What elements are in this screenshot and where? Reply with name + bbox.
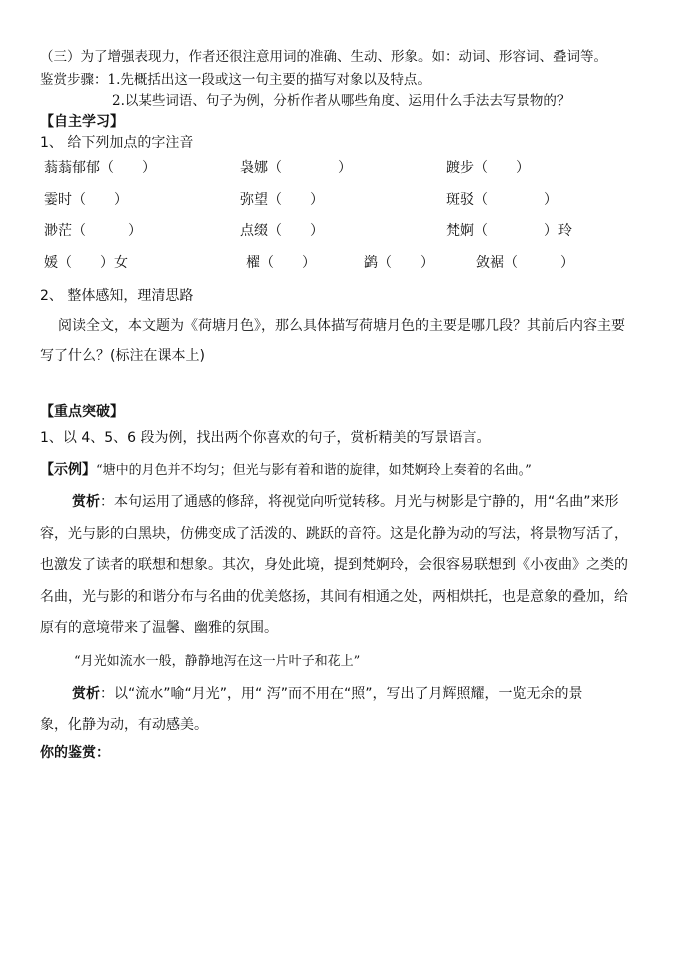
example-label: 【示例】 [40, 462, 96, 478]
analysis2-label: 赏析 [72, 686, 100, 702]
example-quote: “塘中的月色并不均匀；但光与影有着和谐的旋律，如梵婀玲上奏着的名曲。” [96, 463, 532, 478]
pinyin-item: 点缀（ ） [240, 223, 324, 239]
question-2-body-1: 阅读全文，本文题为《荷塘月色》，那么具体描写荷塘月色的主要是哪几段？其前后内容主要 [58, 318, 625, 334]
breakthrough-heading: 【重点突破】 [40, 404, 124, 420]
analysis-line-3: 也激发了读者的联想和想象。其次，身处此境，提到梵婀玲，会很容易联想到《小夜曲》之类的 [40, 557, 628, 573]
pinyin-item: 弥望（ ） [240, 192, 324, 208]
analysis2-line-2: 象，化静为动，有动感美。 [40, 717, 208, 733]
pinyin-item: 媛（ ）女 [44, 255, 128, 271]
quote-2: “月光如流水一般，静静地泻在这一片叶子和花上” [74, 654, 361, 669]
intro-line-2: 鉴赏步骤：1.先概括出这一段或这一句主要的描写对象以及特点。 [40, 72, 431, 88]
analysis-line-4: 名曲，光与影的和谐分布与名曲的优美悠扬，其间有相通之处，两相烘托，也是意象的叠加，给 [40, 589, 628, 605]
your-appreciation-label: 你的鉴赏： [40, 745, 110, 761]
analysis-line-5: 原有的意境带来了温馨、幽雅的氛围。 [40, 620, 278, 636]
intro-line-3: 2.以某些词语、句子为例，分析作者从哪些角度、运用什么手法去写景物的？ [112, 93, 571, 109]
pinyin-item: 蓊蓊郁郁（ ） [44, 160, 156, 176]
self-study-question-1: 1、 给下列加点的字注音 [40, 135, 194, 151]
breakthrough-question-1: 1、以 4、5、6 段为例，找出两个你喜欢的句子，赏析精美的写景语言。 [40, 430, 491, 446]
question-2-body-2: 写了什么？(标注在课本上) [40, 348, 205, 364]
pinyin-item: 敛裾（ ） [476, 255, 574, 271]
analysis-text: ：本句运用了通感的修辞，将视觉向听觉转移。月光与树影是宁静的，用“名曲”来形 [100, 494, 619, 510]
pinyin-item: 渺茫（ ） [44, 223, 142, 239]
pinyin-item: 袅娜（ ） [240, 160, 352, 176]
pinyin-item: 梵婀（ ）玲 [446, 223, 572, 239]
analysis-line-1 [72, 492, 619, 512]
analysis2-line-1 [72, 684, 582, 704]
pinyin-item: 踱步（ ） [446, 160, 530, 176]
analysis-line-2: 容，光与影的白黑块，仿佛变成了活泼的、跳跃的音符。这是化静为动的写法，将景物写活了， [40, 526, 628, 542]
analysis2-text: ：以“流水”喻“月光”，用“ 泻”而不用在“照”，写出了月辉照耀，一览无余的景 [100, 686, 583, 702]
pinyin-item: 櫂（ ） [246, 255, 316, 271]
self-study-heading: 【自主学习】 [40, 114, 124, 130]
pinyin-item: 斑驳（ ） [446, 192, 558, 208]
example-line [40, 460, 532, 481]
pinyin-item: 霎时（ ） [44, 192, 128, 208]
analysis-label: 赏析 [72, 494, 100, 510]
self-study-question-2: 2、 整体感知，理清思路 [40, 288, 194, 304]
intro-line-1: （三）为了增强表现力，作者还很注意用词的准确、生动、形象。如：动词、形容词、叠词等。 [40, 49, 607, 65]
pinyin-item: 鹢（ ） [364, 255, 434, 271]
